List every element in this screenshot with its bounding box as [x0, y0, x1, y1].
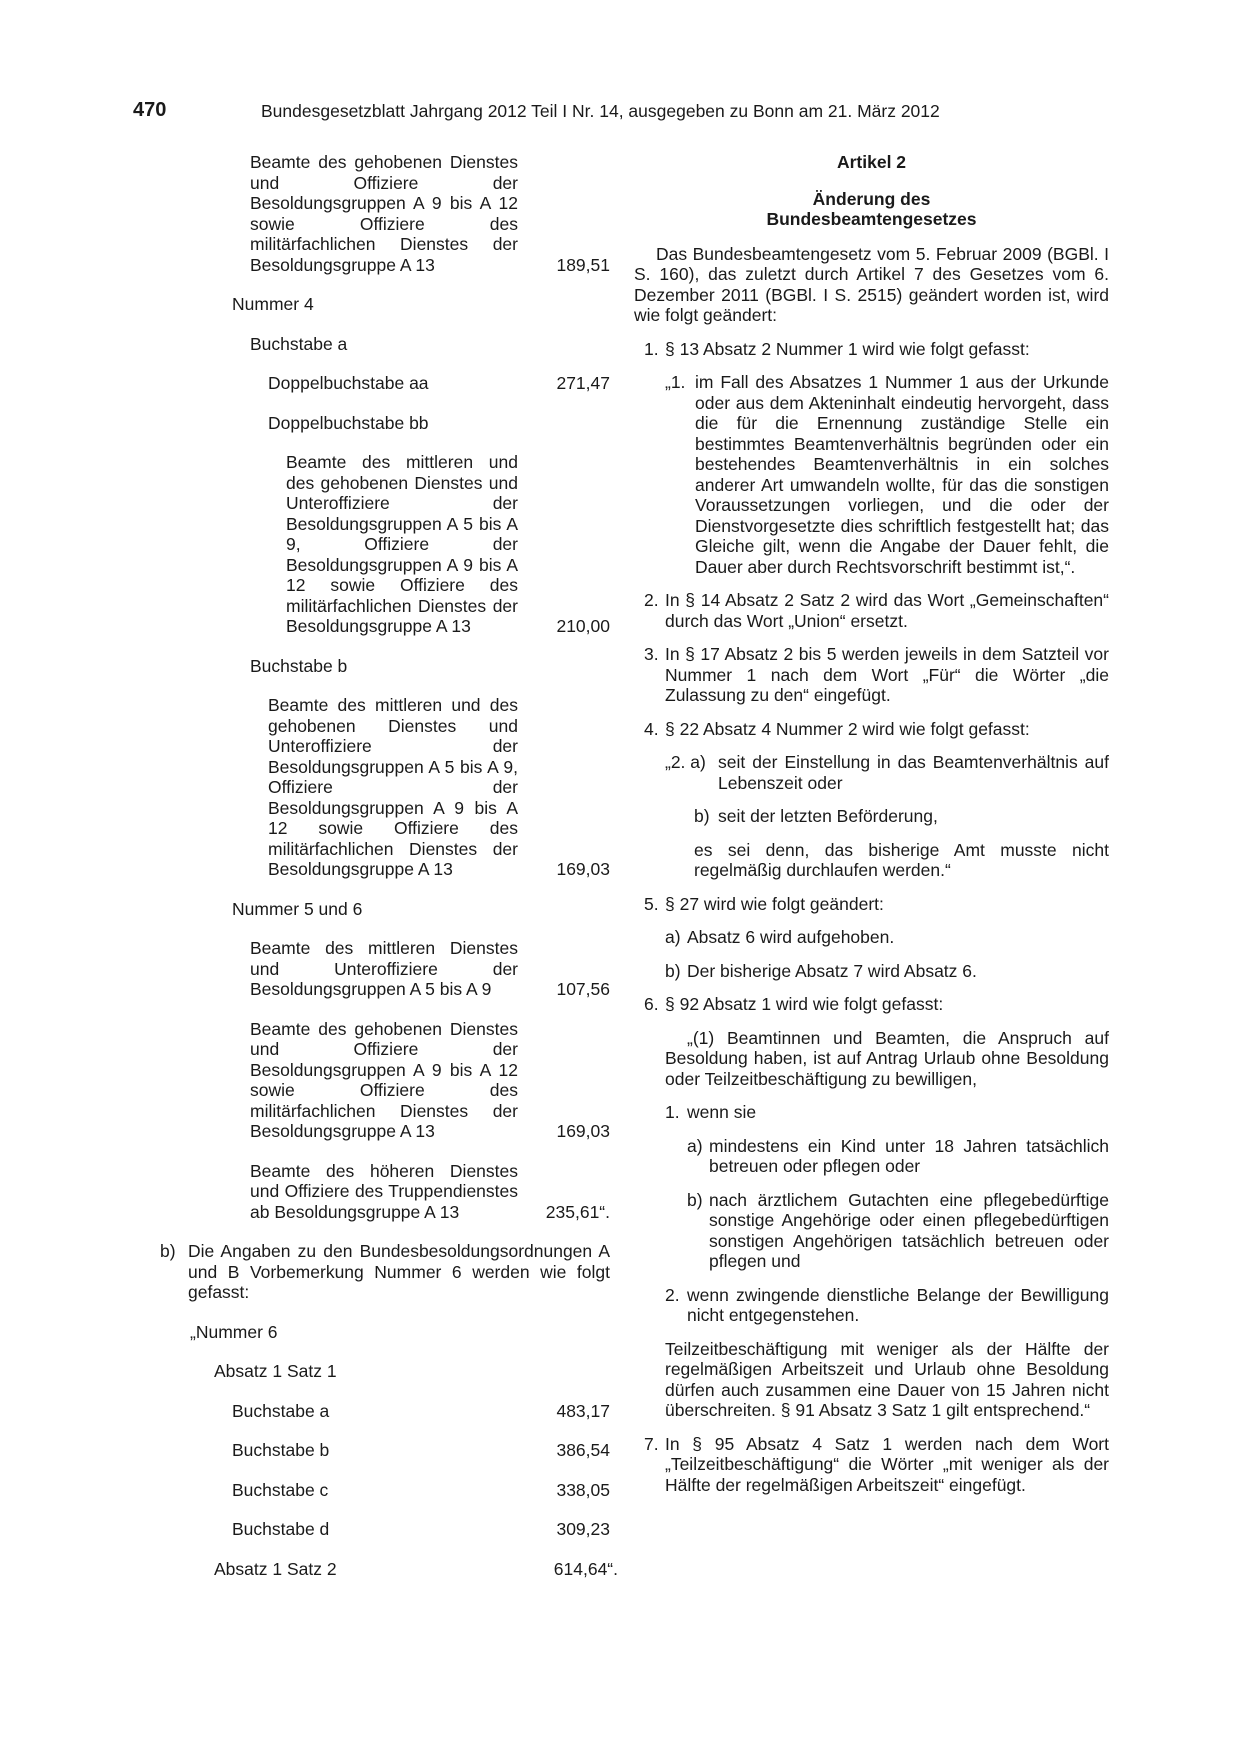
- row-amount: 169,03: [556, 1121, 610, 1141]
- item-marker: 5.: [644, 893, 659, 914]
- quote-item: [634, 372, 1109, 577]
- quote-text: Teilzeitbeschäftigung mit weniger als der Hälfte der regelmäßigen Arbeitszeit und Urlaub ohne Besoldung dürfen auch zusammen eine Dauer von 15 Jahren nicht überschreiten. § 91 Absatz 3 Satz 1 gilt entsprechend.“: [665, 1338, 1109, 1420]
- item-marker: a): [665, 927, 681, 947]
- salary-row: [232, 1440, 610, 1461]
- label-buchstabe-b: Buchstabe b: [250, 655, 348, 676]
- gazette-title: Bundesgesetzblatt Jahrgang 2012 Teil I Nr. 14, ausgegeben zu Bonn am 21. März 2012: [261, 101, 940, 121]
- quote-item: [634, 1136, 1109, 1177]
- row-text: Buchstabe d: [232, 1519, 330, 1539]
- salary-row: [232, 1401, 610, 1422]
- row-text: Beamte des gehobenen Dienstes und Offiziere der Besoldungsgruppen A 9 bis A 12 sowie Offiziere des militärfachlichen Dienstes der Besoldungsgruppe A 13: [250, 1018, 518, 1141]
- label-doppelbuchstabe-bb: Doppelbuchstabe bb: [268, 412, 429, 433]
- list-item: [634, 339, 1109, 360]
- row-text: Beamte des mittleren Dienstes und Unteroffiziere der Besoldungsgruppen A 5 bis A 9: [250, 938, 518, 999]
- salary-row: [250, 1019, 610, 1142]
- item-text: In § 14 Absatz 2 Satz 2 wird das Wort „Gemeinschaften“ durch das Wort „Union“ ersetzt.: [665, 590, 1109, 631]
- salary-row: [268, 695, 610, 880]
- item-text: seit der Einstellung in das Beamtenverhältnis auf Lebenszeit oder: [718, 752, 1109, 793]
- list-item: [634, 927, 1109, 948]
- salary-row: [250, 938, 610, 1000]
- item-text: In § 17 Absatz 2 bis 5 werden jeweils in dem Satzteil vor Nummer 1 nach dem Wort „Für“ die Wörter „die Zulassung zu den“ eingefügt.: [665, 644, 1109, 705]
- item-text: nach ärztlichem Gutachten eine pflegebedürftige sonstige Angehörige oder einen pflegebedürftigen sonstigen Angehörigen tatsächlich betreuen oder pflegen und: [709, 1189, 1109, 1271]
- row-text: Beamte des höheren Dienstes und Offiziere des Truppendienstes ab Besoldungsgruppe A 13: [250, 1160, 518, 1222]
- list-item: [634, 1434, 1109, 1496]
- item-text: § 13 Absatz 2 Nummer 1 wird wie folgt gefasst:: [665, 338, 1030, 359]
- list-item: [634, 719, 1109, 740]
- quote-item: [634, 752, 1109, 793]
- intro-paragraph: Das Bundesbeamtengesetz vom 5. Februar 2009 (BGBl. I S. 160), das zuletzt durch Artikel 7 des Gesetzes vom 6. Dezember 2011 (BGBl. I S. 2515) geändert worden ist, wird wie folgt geändert:: [634, 243, 1109, 325]
- row-amount: 614,64“.: [553, 1558, 618, 1579]
- item-marker: b): [665, 960, 681, 981]
- item-marker: b): [687, 1189, 703, 1210]
- item-b: [160, 1241, 610, 1303]
- item-marker: 6.: [644, 994, 659, 1014]
- row-amount: 271,47: [556, 373, 610, 393]
- salary-row: [232, 1519, 610, 1540]
- item-marker: 2.: [665, 1284, 680, 1305]
- item-text: Die Angaben zu den Bundesbesoldungsordnungen A und B Vorbemerkung Nummer 6 werden wie folgt gefasst:: [188, 1241, 610, 1302]
- article-subtitle-line-2: Bundesbeamtengesetzes: [766, 209, 977, 229]
- article-subtitle-line-1: Änderung des: [812, 188, 931, 209]
- quote-item: [634, 1102, 1109, 1123]
- label-nummer-5-6: Nummer 5 und 6: [232, 898, 363, 919]
- item-text: § 22 Absatz 4 Nummer 2 wird wie folgt gefasst:: [665, 718, 1030, 739]
- item-text: Der bisherige Absatz 7 wird Absatz 6.: [687, 960, 977, 981]
- list-item: [634, 644, 1109, 706]
- salary-row: [214, 1558, 618, 1580]
- right-column: [634, 152, 1109, 1508]
- item-text: § 27 wird wie folgt geändert:: [665, 893, 884, 914]
- page-header: [133, 100, 1101, 126]
- item-text: Absatz 6 wird aufgehoben.: [687, 927, 895, 947]
- row-text: Beamte des gehobenen Dienstes und Offiziere der Besoldungsgruppen A 9 bis A 12 sowie Offiziere des militärfachlichen Dienstes der Besoldungsgruppe A 13: [250, 152, 518, 275]
- item-marker: 4.: [644, 718, 659, 739]
- row-amount: 483,17: [556, 1400, 610, 1421]
- row-amount: 309,23: [556, 1519, 610, 1539]
- row-text: Buchstabe c: [232, 1479, 329, 1500]
- salary-row: [232, 1480, 610, 1501]
- row-text: Buchstabe b: [232, 1440, 330, 1460]
- left-column: [160, 152, 618, 1598]
- page-number: 470: [133, 99, 167, 121]
- row-text: Beamte des mittleren und des gehobenen Dienstes und Unteroffiziere der Besoldungsgruppen A 5 bis A 9, Offiziere der Besoldungsgruppen A 9 bis A 12 sowie Offiziere des militärfachlichen Dienstes der Besoldungsgruppe A 13: [286, 452, 518, 636]
- row-amount: 189,51: [556, 254, 610, 275]
- quote-item: [634, 806, 1109, 827]
- list-item: [634, 894, 1109, 915]
- item-marker: 2.: [644, 590, 659, 610]
- item-marker: a): [687, 1135, 703, 1156]
- list-item: [634, 590, 1109, 631]
- label-nummer-4: Nummer 4: [232, 294, 314, 314]
- row-amount: 169,03: [556, 859, 610, 879]
- row-amount: 235,61“.: [545, 1201, 610, 1222]
- item-marker: 1.: [665, 1102, 680, 1122]
- salary-row: [268, 373, 610, 394]
- item-text: im Fall des Absatzes 1 Nummer 1 aus der Urkunde oder aus dem Akteninhalt eindeutig hervorgeht, dass die für die Ernennung zuständige Stelle ein bestimmtes Beamtenverhältnis begründen oder ein bestehendes Beamtenverhältnis in ein solches anderer Art umwandeln wollte, für das die sonstigen Voraussetzungen vorliegen, und die oder der Dienstvorgesetzte dies schriftlich festgestellt hat; das Gleiche gilt, wenn die Angabe der Dauer fehlt, die Dauer aber durch Rechtsvorschrift bestimmt ist,“.: [695, 372, 1109, 577]
- salary-row: [250, 1161, 610, 1223]
- row-text: Absatz 1 Satz 2: [214, 1558, 337, 1579]
- item-text: In § 95 Absatz 4 Satz 1 werden nach dem Wort „Teilzeitbeschäftigung“ die Wörter „mit weniger als der Hälfte der regelmäßigen Arbeitszeit“ eingefügt.: [665, 1433, 1109, 1495]
- item-marker: 7.: [644, 1433, 659, 1454]
- item-marker: „1.: [665, 372, 686, 392]
- label-nummer-6: „Nummer 6: [190, 1321, 278, 1342]
- label-buchstabe-a: Buchstabe a: [250, 333, 348, 354]
- quote-item: [634, 1190, 1109, 1272]
- salary-row: [286, 452, 610, 637]
- list-item: [634, 961, 1109, 982]
- row-text: Beamte des mittleren und des gehobenen Dienstes und Unteroffiziere der Besoldungsgruppen A 5 bis A 9, Offiziere der Besoldungsgruppen A 9 bis A 12 sowie Offiziere des militärfachlichen Dienstes der Besoldungsgruppe A 13: [268, 695, 518, 879]
- quote-text: „(1) Beamtinnen und Beamten, die Anspruch auf Besoldung haben, ist auf Antrag Urlaub ohne Besoldung oder Teilzeitbeschäftigung zu bewilligen,: [665, 1027, 1109, 1089]
- item-text: § 92 Absatz 1 wird wie folgt gefasst:: [665, 994, 944, 1014]
- row-amount: 107,56: [556, 979, 610, 999]
- item-marker: „2. a): [665, 752, 706, 772]
- row-amount: 338,05: [556, 1479, 610, 1500]
- row-text: Doppelbuchstabe aa: [268, 373, 429, 393]
- list-item: [634, 994, 1109, 1015]
- row-amount: 210,00: [556, 616, 610, 636]
- item-marker: 1.: [644, 338, 659, 359]
- item-text: mindestens ein Kind unter 18 Jahren tatsächlich betreuen oder pflegen oder: [709, 1135, 1109, 1176]
- salary-row: [250, 152, 610, 275]
- item-marker: b): [694, 806, 710, 826]
- item-marker: b): [160, 1241, 176, 1261]
- item-text: seit der letzten Beförderung,: [718, 806, 938, 826]
- article-title: Artikel 2: [836, 152, 907, 172]
- item-text: wenn sie: [687, 1102, 757, 1122]
- quote-text: es sei denn, das bisherige Amt musste nicht regelmäßig durchlaufen werden.“: [694, 839, 1109, 880]
- quote-item: [634, 1285, 1109, 1326]
- item-text: wenn zwingende dienstliche Belange der Bewilligung nicht entgegenstehen.: [687, 1284, 1109, 1325]
- label-absatz-1-satz-1: Absatz 1 Satz 1: [214, 1361, 337, 1381]
- row-text: Buchstabe a: [232, 1400, 330, 1421]
- row-amount: 386,54: [556, 1440, 610, 1460]
- item-marker: 3.: [644, 644, 659, 664]
